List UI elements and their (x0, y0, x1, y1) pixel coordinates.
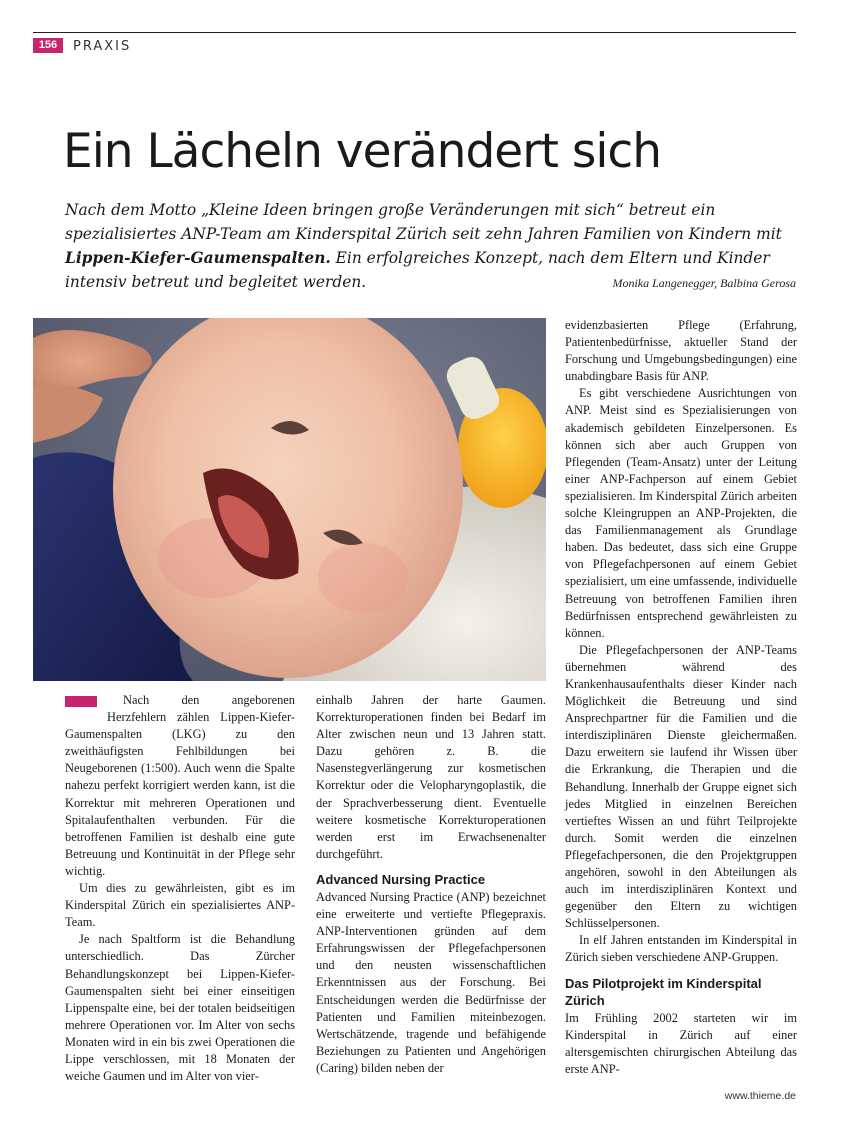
article-authors: Monika Langenegger, Balbina Gerosa (612, 276, 796, 290)
article-title: Ein Lächeln verändert sich (63, 124, 662, 179)
paragraph: Advanced Nursing Practice (ANP) bezeichnet eine erweiterte und vertiefte Pflegepraxis. ANP-Interventionen gründen auf dem Erfahrungswissen der Pflegefachpersonen und den neusten wissenschaftlichen Erkenntnissen aus der Forschung. Bei Entscheidungen werden die Bedürfnisse der Patienten und Familien miteinbezogen. Wertschätzende, tragende und befähigende Beziehungen zu Patienten und Angehörigen (Caring) bilden neben der (316, 889, 546, 1075)
lead-bold-term: Lippen-Kiefer-Gaumenspalten. (65, 249, 331, 267)
baby-photo-image (33, 318, 546, 681)
paragraph: Die Pflegefachpersonen der ANP-Teams übernehmen während des Krankenhausaufenthalts dieser Kinder nach Möglichkeit die Betreuung und sind Ansprechpartner für die Familien und die interdisziplinären Dienste gleichermaßen. Dazu erweitern sie laufend ihr Wissen über die Erkrankung, die Therapien und die Behandlung. Innerhalb der Gruppe eignet sich jedes Mitglied in einzelnen Bereichen vertieftes Wissen an und führt Teilprojekte durch. Somit werden die einzelnen Pflegefachpersonen, die den Projektgruppen angehören, sowohl in den Abteilungen als auch im interdisziplinären Kontext und gegenüber den Eltern zu wichtigen Schlüsselpersonen. (565, 642, 797, 931)
lead-text-1: Nach dem Motto „Kleine Ideen bringen große Veränderungen mit sich“ betreut ein spezialisiertes ANP-Team am Kinderspital Zürich seit zehn Jahren Familien von Kindern mit (65, 201, 782, 243)
paragraph: einhalb Jahren der harte Gaumen. Korrekturoperationen finden bei Bedarf im Alter zwischen neun und 13 Jahren statt. Dazu gehören z. B. die Nasenstegverlängerung zur kosmetischen Korrektur oder die Velopharyngoplastik, die der Sprachverbesserung dient. Eventuelle weitere kosmetische Korrekturoperationen werden erst im Erwachsenenalter durchgeführt. (316, 693, 546, 861)
article-start-marker (65, 696, 97, 707)
section-heading: Advanced Nursing Practice (316, 871, 486, 887)
paragraph: evidenzbasierten Pflege (Erfahrung, Patientenbedürfnisse, aktueller Stand der Forschung und Umgebungsbedingungen) eine unabdingbare Basis für ANP. (565, 318, 797, 384)
paragraph: Um dies zu gewährleisten, gibt es im Kinderspital Zürich ein spezialisiertes ANP-Team. (65, 881, 295, 930)
lead-text-2: Ein erfolgreiches Konzept, nach dem Eltern und Kinder intensiv betreut und begleitet werden. (65, 249, 770, 291)
paragraph: Im Frühling 2002 starteten wir im Kinderspital in Zürich auf einer altersgemischten chirurgischen Abteilung das erste ANP- (565, 1010, 797, 1076)
footer-url: www.thieme.de (724, 1090, 796, 1102)
paragraph: Nach den angeborenen Herzfehlern zählen Lippen-Kiefer-Gaumenspalten (LKG) zu den zweithäufigsten Fehlbildungen bei Neugeborenen (1:500). Auch wenn die Spalte nahezu perfekt korrigiert werden kann, ist die Korrektur mit mehreren Operationen und Spitalaufenthalten verbunden. Für die betroffenen Familien ist deshalb eine gute Betreuung und Kontinuität in der Pflege sehr wichtig. (65, 693, 295, 878)
article-column-2 (316, 692, 546, 1077)
section-label: PRAXIS (73, 39, 132, 54)
header-rule (33, 32, 796, 33)
page-number: 156 (33, 38, 63, 53)
article-column-3 (565, 317, 797, 1078)
paragraph: In elf Jahren entstanden im Kinderspital in Zürich sieben verschiedene ANP-Gruppen. (565, 933, 797, 965)
paragraph: Es gibt verschiedene Ausrichtungen von ANP. Meist sind es Spezialisierungen von akademisch gebildeten Einzelpersonen. Es können sich aber auch Gruppen von Pflegenden (Team-Ansatz) unter der Leitung einer ANP-Fachperson auf einem Gebiet spezialisieren. Im Kinderspital Zürich arbeiten solche Kleingruppen an ANP-Projekten, die das Familienmanagement als Grundlage haben. Das bedeutet, dass sich eine Gruppe von Pflegefachpersonen auf einem Gebiet spezialisiert, um eine umfassende, individuelle Betreuung von betroffenen Familien ihren Bedürfnissen entsprechend gewährleisten zu können. (565, 386, 797, 640)
section-heading: Das Pilotprojekt im Kinderspital Zürich (565, 975, 762, 1008)
paragraph: Je nach Spaltform ist die Behandlung unterschiedlich. Das Zürcher Behandlungskonzept bei Lippen-Kiefer-Gaumenspalten sieht bei einer einseitigen Lippenspalte eine, bei der totalen beidseitigen mehrere Operationen vor. Im Alter von sechs Monaten wird in ein bis zwei Operationen die Lippe verschlossen, mit 18 Monaten der weiche Gaumen und im Alter von vier- (65, 932, 295, 1084)
article-photo (33, 318, 546, 681)
article-column-1 (65, 692, 295, 1085)
